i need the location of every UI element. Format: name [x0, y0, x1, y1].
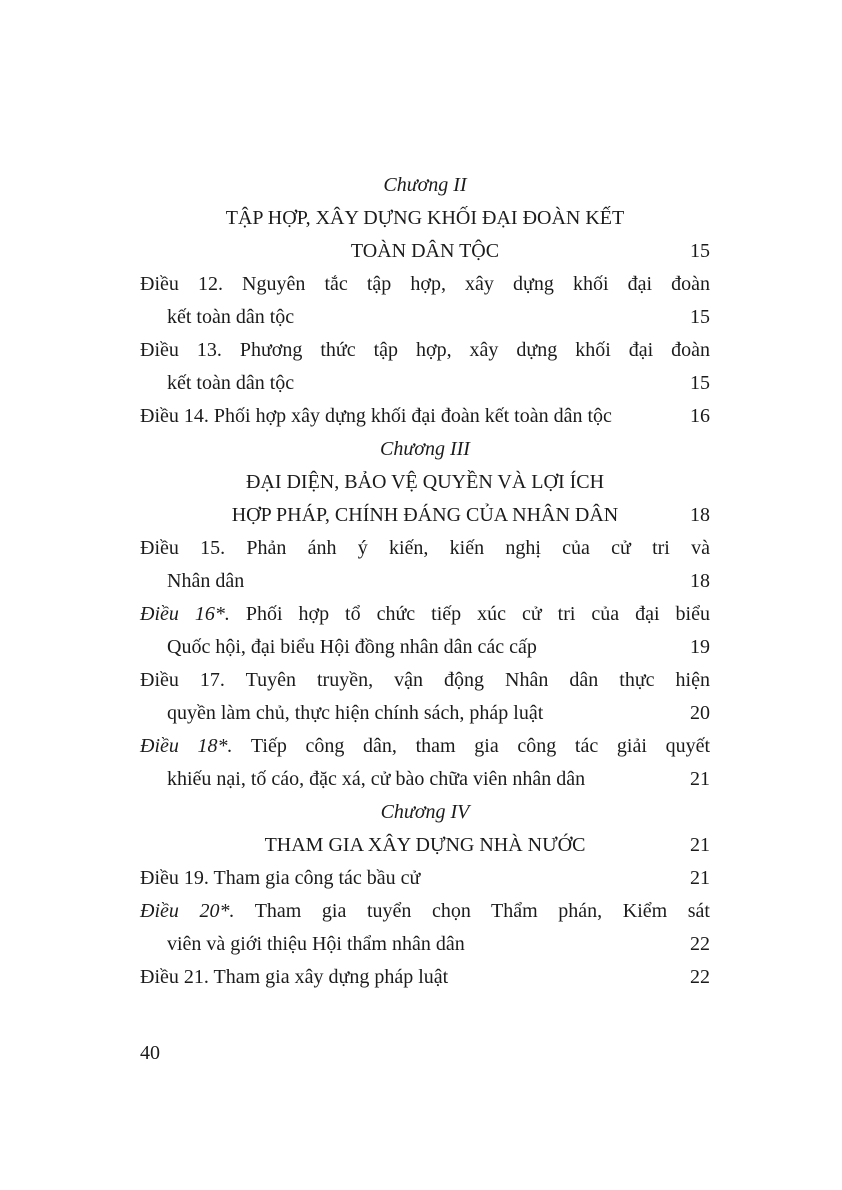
toc-entry-continuation: quyền làm chủ, thực hiện chính sách, pháp luật: [167, 702, 544, 724]
toc-entry-text: Điều 14. Phối hợp xây dựng khối đại đoàn kết toàn dân tộc: [140, 405, 612, 427]
toc-entry-line1: Điều 13. Phương thức tập hợp, xây dựng khối đại đoàn: [140, 339, 710, 361]
toc-entry: [140, 400, 710, 433]
toc-entry-line2: [140, 631, 710, 664]
toc-entry-text: Điều 19. Tham gia công tác bầu cử: [140, 867, 421, 889]
toc-entry-continuation: kết toàn dân tộc: [167, 306, 295, 328]
chapter-title-text: THAM GIA XÂY DỰNG NHÀ NƯỚC: [264, 834, 586, 856]
toc-entry: [140, 598, 710, 664]
article-label: Điều 13.: [140, 339, 222, 361]
toc-entry: [140, 961, 710, 994]
toc-list: [140, 169, 710, 994]
page-number: 20: [690, 702, 710, 724]
page-number: 16: [690, 405, 710, 427]
chapter-title: [140, 202, 710, 268]
toc-entry-line: [140, 400, 710, 433]
chapter-title-line: [140, 466, 710, 499]
article-label: Điều 18*.: [140, 735, 233, 757]
chapter-title-text: TẬP HỢP, XÂY DỰNG KHỐI ĐẠI ĐOÀN KẾT: [225, 207, 625, 229]
page-number: 15: [690, 240, 710, 262]
toc-entry-line2: [140, 763, 710, 796]
toc-entry: [140, 664, 710, 730]
toc-entry-continuation: khiếu nại, tố cáo, đặc xá, cử bào chữa viên nhân dân: [167, 768, 586, 790]
toc-entry-line: [140, 862, 710, 895]
chapter-title-line: [140, 235, 710, 268]
page-number: 21: [690, 834, 710, 856]
article-label: Điều 15.: [140, 537, 226, 559]
toc-entry-continuation: Quốc hội, đại biểu Hội đồng nhân dân các cấp: [167, 636, 537, 658]
toc-entry-line1: Điều 18*. Tiếp công dân, tham gia công tác giải quyết: [140, 735, 710, 757]
article-label: Điều 14.: [140, 405, 209, 427]
toc-entry: [140, 532, 710, 598]
chapter-title-text: HỢP PHÁP, CHÍNH ĐÁNG CỦA NHÂN DÂN: [231, 504, 619, 526]
toc-entry: [140, 895, 710, 961]
page-number: 15: [690, 306, 710, 328]
toc-entry-line1: Điều 20*. Tham gia tuyển chọn Thẩm phán, Kiểm sát: [140, 900, 710, 922]
toc-entry: [140, 334, 710, 400]
chapter-title-text: ĐẠI DIỆN, BẢO VỆ QUYỀN VÀ LỢI ÍCH: [245, 471, 605, 493]
toc-entry: [140, 268, 710, 334]
page-number: 15: [690, 372, 710, 394]
article-label: Điều 12.: [140, 273, 223, 295]
toc-entry: [140, 862, 710, 895]
chapter-label: Chương II: [383, 174, 467, 196]
article-label: Điều 17.: [140, 669, 225, 691]
toc-entry-text: Điều 21. Tham gia xây dựng pháp luật: [140, 966, 449, 988]
article-label: Điều 21.: [140, 966, 209, 988]
chapter-title-line: [140, 829, 710, 862]
page-number: 22: [690, 966, 710, 988]
chapter-title-line: [140, 202, 710, 235]
toc-entry-continuation: kết toàn dân tộc: [167, 372, 295, 394]
page-number: 18: [690, 504, 710, 526]
page-number: 19: [690, 636, 710, 658]
toc-entry-continuation: Nhân dân: [167, 570, 245, 592]
toc-entry-line2: [140, 697, 710, 730]
toc-entry-line1: Điều 16*. Phối hợp tổ chức tiếp xúc cử tri của đại biểu: [140, 603, 710, 625]
article-label: Điều 20*.: [140, 900, 235, 922]
toc-entry-continuation: viên và giới thiệu Hội thẩm nhân dân: [167, 933, 465, 955]
chapter-title: [140, 829, 710, 862]
toc-entry-line2: [140, 301, 710, 334]
page-number: 21: [690, 867, 710, 889]
toc-entry: [140, 730, 710, 796]
toc-entry-line2: [140, 565, 710, 598]
chapter-title: [140, 466, 710, 532]
chapter-title-text: TOÀN DÂN TỘC: [350, 240, 500, 262]
toc-entry-line2: [140, 928, 710, 961]
toc-entry-line1: Điều 15. Phản ánh ý kiến, kiến nghị của cử tri và: [140, 537, 710, 559]
chapter-label: Chương IV: [380, 801, 470, 823]
toc-entry-line1: Điều 12. Nguyên tắc tập hợp, xây dựng khối đại đoàn: [140, 273, 710, 295]
page-number: 21: [690, 768, 710, 790]
article-label: Điều 16*.: [140, 603, 230, 625]
toc-entry-line1: Điều 17. Tuyên truyền, vận động Nhân dân thực hiện: [140, 669, 710, 691]
chapter-title-line: [140, 499, 710, 532]
toc-entry-line2: [140, 367, 710, 400]
page-number: 18: [690, 570, 710, 592]
article-label: Điều 19.: [140, 867, 209, 889]
page-number: 22: [690, 933, 710, 955]
chapter-label: Chương III: [380, 438, 470, 460]
toc-entry-line: [140, 961, 710, 994]
footer-page-number: 40: [140, 1042, 160, 1064]
